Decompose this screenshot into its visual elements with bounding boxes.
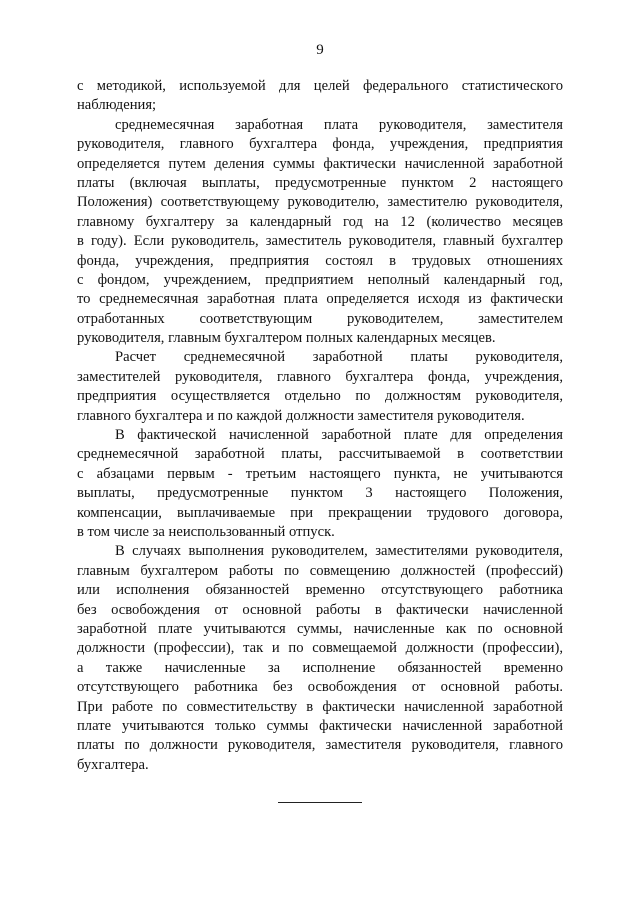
text-line: Расчет среднемесячной заработной платы руководителя, xyxy=(115,349,563,366)
paragraph-methodology-continuation xyxy=(77,77,563,116)
text-line: заместителей руководителя, главного бухгалтера фонда, учреждения, xyxy=(77,368,563,385)
text-line: должности (профессии), так и по совмещаемой должности (профессии), xyxy=(77,640,563,657)
paragraph-excluded-payments xyxy=(77,426,563,542)
text-line: или исполнения обязанностей временно отсутствующего работника xyxy=(77,582,563,599)
text-line: среднемесячной заработной платы, рассчитываемой в соответствии xyxy=(77,446,563,463)
page-number: 9 xyxy=(316,42,324,58)
text-line: отсутствующего работника без освобождения от основной работы. xyxy=(77,679,563,696)
text-line: с абзацами первым - третьим настоящего пункта, не учитываются xyxy=(77,465,563,482)
text-line: определяется путем деления суммы фактически начисленной заработной xyxy=(77,155,563,172)
text-line: Положения) соответствующему руководителю, заместителю руководителя, xyxy=(77,194,563,211)
text-line: главному бухгалтеру за календарный год на 12 (количество месяцев xyxy=(77,213,563,230)
text-line: В случаях выполнения руководителем, заместителями руководителя, xyxy=(115,543,563,560)
paragraph-combined-positions xyxy=(77,542,563,775)
end-separator-rule xyxy=(278,802,362,803)
text-line: с фондом, учреждением, предприятием неполный календарный год, xyxy=(77,271,563,288)
text-line: платы (включая выплаты, предусмотренные пунктом 2 настоящего xyxy=(77,174,563,191)
text-line: предприятия осуществляется отдельно по должностям руководителя, xyxy=(77,388,563,405)
text-line: фонда, учреждения, предприятия состоял в трудовых отношениях xyxy=(77,252,563,269)
text-line: в том числе за неиспользованный отпуск. xyxy=(77,523,335,540)
text-line: заработной плате учитываются суммы, начисленные как по основной xyxy=(77,620,563,637)
text-line: наблюдения; xyxy=(77,97,157,114)
text-line: отработанных соответствующим руководителем, заместителем xyxy=(77,310,563,327)
text-line: в году). Если руководитель, заместитель руководителя, главный бухгалтер xyxy=(77,233,563,250)
document-body xyxy=(77,77,563,775)
text-line: бухгалтера. xyxy=(77,756,149,773)
text-line: а также начисленные за исполнение обязанностей временно xyxy=(77,659,563,676)
text-line: без освобождения от основной работы в фактически начисленной xyxy=(77,601,563,618)
paragraph-separate-calculation xyxy=(77,348,563,426)
text-line: руководителя, главного бухгалтера фонда, учреждения, предприятия xyxy=(77,136,563,153)
paragraph-average-salary xyxy=(77,116,563,349)
text-line: с методикой, используемой для целей федерального статистического xyxy=(77,78,563,94)
text-line: главного бухгалтера и по каждой должности заместителя руководителя. xyxy=(77,407,525,424)
text-line: руководителя, главным бухгалтером полных календарных месяцев. xyxy=(77,330,496,347)
text-line: среднемесячная заработная плата руководителя, заместителя xyxy=(115,116,563,133)
text-line: В фактической начисленной заработной плате для определения xyxy=(115,427,563,444)
text-line: то среднемесячная заработная плата определяется исходя из фактически xyxy=(77,291,563,308)
text-line: При работе по совместительству в фактически начисленной заработной xyxy=(77,698,563,715)
text-line: плате учитываются только суммы фактически начисленной заработной xyxy=(77,717,563,734)
text-line: платы по должности руководителя, заместителя руководителя, главного xyxy=(77,737,563,754)
text-line: компенсации, выплачиваемые при прекращении трудового договора, xyxy=(77,504,563,521)
text-line: главным бухгалтером работы по совмещению должностей (профессий) xyxy=(77,562,563,579)
text-line: выплаты, предусмотренные пунктом 3 настоящего Положения, xyxy=(77,485,563,502)
